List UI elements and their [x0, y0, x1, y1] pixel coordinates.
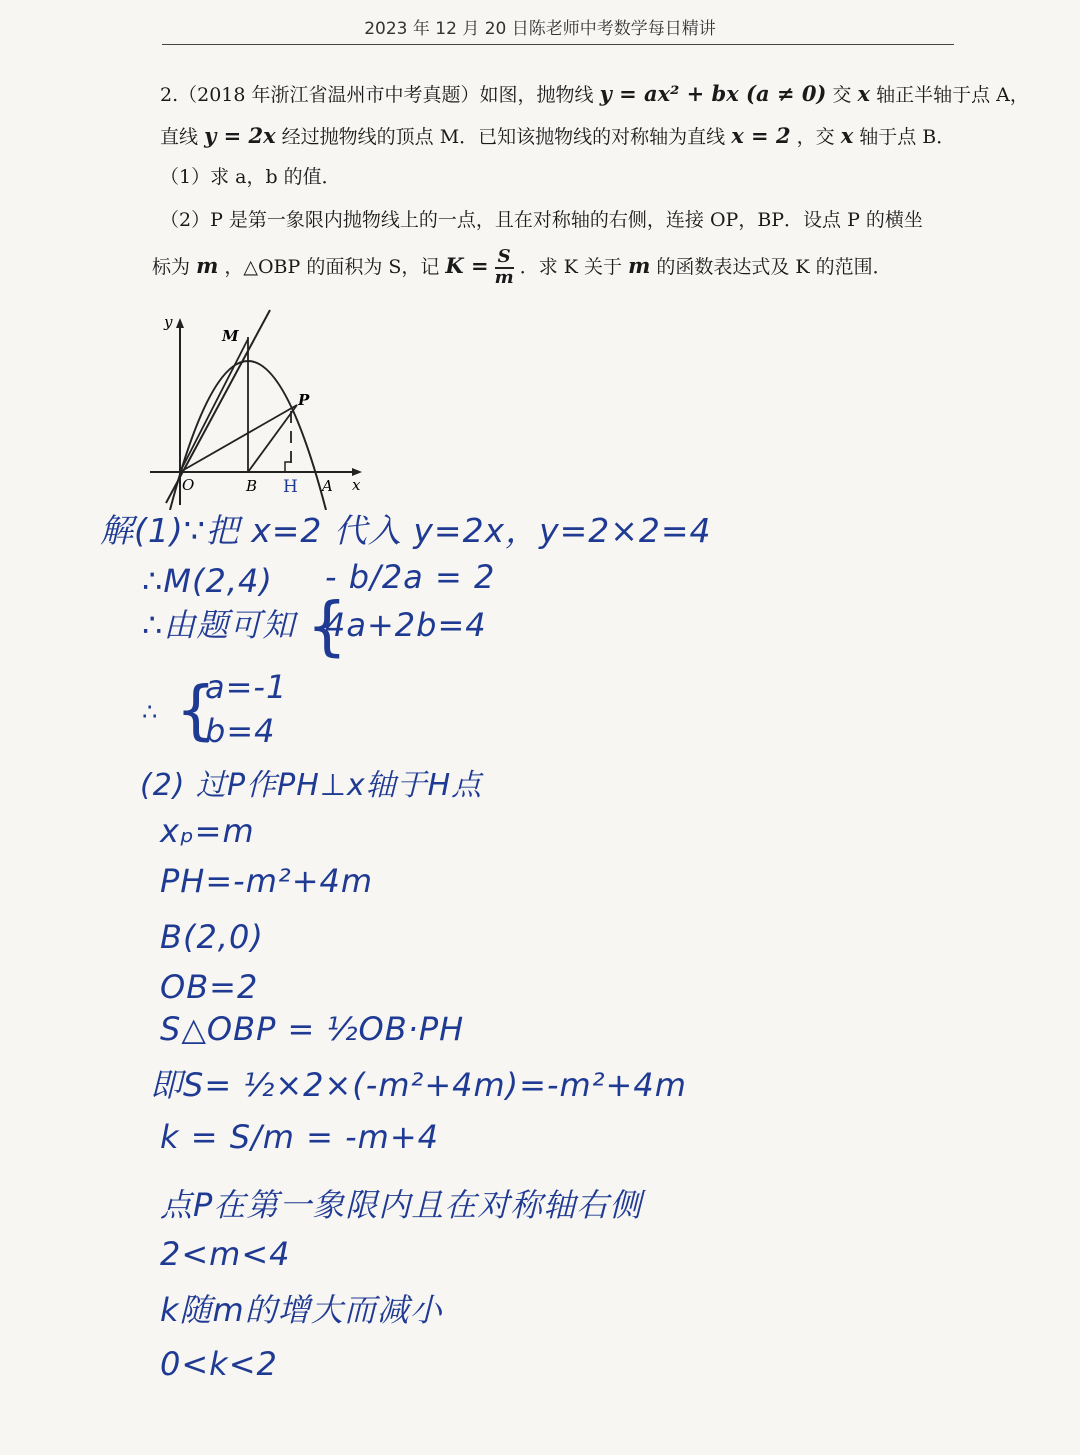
- solution-eq-vertex: - b/2a = 2: [325, 558, 496, 596]
- solution-text: ∴由题可知: [142, 606, 296, 644]
- solution-line-11: 即S= ½×2×(-m²+4m)=-m²+4m: [150, 1066, 687, 1104]
- problem-text: 轴正半轴于点 A，: [876, 84, 1029, 106]
- solution-line-3: [142, 590, 349, 664]
- header-rule: [162, 44, 954, 45]
- label-h: H: [283, 477, 298, 497]
- question-2-line-2: [152, 248, 892, 288]
- question-1: （1）求 a，b 的值．: [160, 166, 341, 188]
- solution-line-15: k随m的增大而减小: [160, 1291, 443, 1329]
- therefore-symbol: ∴: [142, 698, 159, 726]
- label-y: y: [164, 313, 173, 331]
- problem-text: ．求 K 关于: [519, 255, 623, 278]
- solution-line-10: S△OBP = ½OB·PH: [160, 1010, 465, 1048]
- problem-text: 经过抛物线的顶点 M．已知该抛物线的对称轴为直线: [281, 126, 726, 148]
- solution-eq-point: 4a+2b=4: [325, 606, 487, 644]
- left-brace: {: [175, 674, 218, 748]
- problem-text: 交: [832, 84, 852, 106]
- right-angle-mark: [285, 462, 291, 472]
- problem-text: 的函数表达式及 K 的范围．: [656, 255, 892, 278]
- line-equation: y = 2x: [204, 123, 276, 148]
- solution-line-14: 2<m<4: [160, 1235, 291, 1273]
- line-y-2x: [166, 310, 270, 503]
- axis-equation: x = 2: [731, 123, 791, 148]
- problem-line-2: [160, 122, 955, 149]
- solution-line-7: PH=-m²+4m: [160, 862, 374, 900]
- page-header: 2023 年 12 月 20 日陈老师中考数学每日精讲: [364, 19, 716, 39]
- math-x: x: [840, 123, 854, 148]
- solution-b-value: b=4: [205, 712, 276, 750]
- label-p: P: [298, 391, 310, 409]
- math-m: m: [196, 252, 219, 278]
- label-x: x: [352, 476, 361, 494]
- problem-text: 直线: [160, 126, 199, 148]
- solution-line-12: k = S/m = -m+4: [160, 1118, 439, 1156]
- fraction-numerator: S: [495, 248, 514, 269]
- left-brace: {: [306, 590, 349, 664]
- solution-line-8: B(2,0): [160, 918, 264, 956]
- problem-text: 2.（2018 年浙江省温州市中考真题）如图，抛物线: [160, 84, 594, 106]
- math-m: m: [628, 252, 651, 278]
- problem-text: 轴于点 B．: [859, 126, 956, 148]
- k-fraction: [495, 248, 514, 288]
- solution-line-9: OB=2: [160, 968, 259, 1006]
- solution-line-1: 解(1)∵把 x=2 代入 y=2x，y=2×2=4: [100, 511, 712, 550]
- solution-line-6: xₚ=m: [160, 812, 255, 850]
- problem-line-1: [160, 80, 1029, 107]
- problem-text: 标为: [152, 255, 191, 278]
- k-equals: K =: [445, 252, 489, 278]
- label-b: B: [246, 477, 258, 495]
- parabola-figure: [140, 305, 380, 510]
- solution-line-16: 0<k<2: [160, 1345, 278, 1383]
- fraction-denominator: m: [494, 266, 514, 288]
- label-o: O: [182, 476, 195, 494]
- parabola-equation: y = ax² + bx (a ≠ 0): [599, 81, 827, 106]
- math-x: x: [857, 81, 871, 106]
- x-axis-arrow: [352, 468, 362, 476]
- label-m: M: [222, 327, 239, 345]
- solution-line-5: (2) 过P作PH⊥x轴于H点: [140, 768, 483, 803]
- solution-line-13: 点P在第一象限内且在对称轴右侧: [160, 1186, 643, 1224]
- solution-a-value: a=-1: [205, 668, 288, 706]
- y-axis-arrow: [176, 318, 184, 328]
- label-a: A: [322, 477, 333, 495]
- problem-text: ，交: [796, 126, 835, 148]
- question-2-line-1: （2）P 是第一象限内抛物线上的一点，且在对称轴的右侧，连接 OP，BP．设点 P 的横坐: [160, 209, 923, 231]
- problem-text: ，△OBP 的面积为 S，记: [224, 255, 440, 278]
- solution-line-2: ∴M(2,4): [142, 562, 273, 600]
